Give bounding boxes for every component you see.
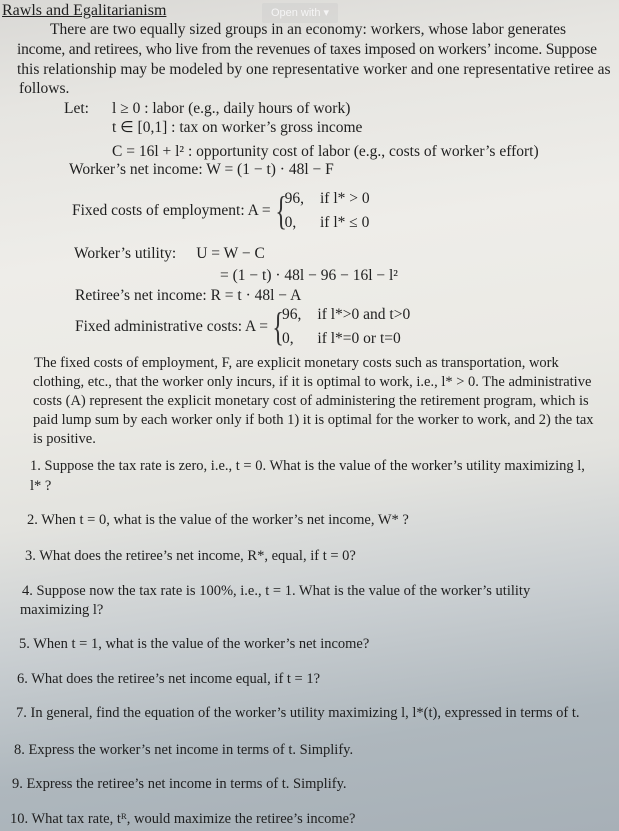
paragraph-line: is positive. bbox=[33, 431, 96, 447]
admin-costs-definition bbox=[75, 306, 410, 348]
utility-row bbox=[74, 245, 265, 263]
question-3: 3. What does the retiree’s net income, R*, equal, if t = 0? bbox=[25, 548, 356, 564]
paragraph-line: costs (A) represent the explicit monetary cost of administering the retirement program, which is bbox=[33, 393, 589, 409]
question-7: 7. In general, find the equation of the worker’s utility maximizing l, l*(t), expressed in terms of t. bbox=[16, 705, 580, 721]
paragraph-line: clothing, etc., that the worker only incurs, if it is optimal to work, i.e., l* > 0. The administrative bbox=[33, 374, 592, 390]
open-with-button[interactable]: Open with ▾ bbox=[262, 3, 338, 23]
case-value: 0, bbox=[284, 214, 297, 231]
retiree-net-income: Retiree’s net income: R = t · 48l − A bbox=[75, 287, 302, 304]
admin-costs-cases bbox=[282, 306, 410, 348]
question-4: 4. Suppose now the tax rate is 100%, i.e., t = 1. What is the value of the worker’s utility bbox=[22, 583, 531, 599]
case-condition: if l*=0 or t=0 bbox=[317, 330, 401, 347]
question-1: 1. Suppose the tax rate is zero, i.e., t = 0. What is the value of the worker’s utility maximizing l, bbox=[30, 458, 585, 474]
question-8: 8. Express the worker’s net income in terms of t. Simplify. bbox=[14, 742, 354, 758]
case-value: 96, bbox=[282, 306, 302, 323]
question-9: 9. Express the retiree’s net income in terms of t. Simplify. bbox=[12, 776, 347, 792]
question-1-cont: l* ? bbox=[30, 478, 52, 494]
question-10: 10. What tax rate, tᴿ, would maximize the retiree’s income? bbox=[10, 811, 356, 827]
question-6: 6. What does the retiree’s net income equal, if t = 1? bbox=[17, 671, 321, 687]
case-value: 96, bbox=[284, 190, 304, 207]
brace-icon: { bbox=[272, 304, 284, 349]
worker-net-income: Worker’s net income: W = (1 − t) · 48l − F bbox=[69, 161, 334, 178]
utility-equation: U = W − C bbox=[196, 245, 265, 262]
fixed-costs-label: Fixed costs of employment: A = bbox=[72, 202, 271, 219]
intro-line: There are two equally sized groups in an economy: workers, whose labor generates bbox=[50, 21, 567, 38]
question-4-cont: maximizing l? bbox=[20, 602, 104, 618]
question-2: 2. When t = 0, what is the value of the worker’s net income, W* ? bbox=[27, 512, 409, 528]
intro-line: income, and retirees, who live from the revenues of taxes imposed on workers’ income. Suppose bbox=[17, 41, 597, 58]
admin-costs-label: Fixed administrative costs: A = bbox=[75, 318, 269, 335]
definition: t ∈ [0,1] : tax on worker’s gross income bbox=[112, 119, 363, 136]
brace-icon: { bbox=[275, 188, 287, 233]
case-condition: if l*>0 and t>0 bbox=[317, 306, 411, 323]
fixed-costs-cases bbox=[285, 190, 370, 232]
definition: C = 16l + l² : opportunity cost of labor (e.g., costs of worker’s effort) bbox=[112, 143, 539, 160]
utility-label: Worker’s utility: bbox=[74, 245, 177, 262]
case-condition: if l* > 0 bbox=[319, 190, 370, 207]
paragraph-line: The fixed costs of employment, F, are explicit monetary costs such as transportation, work bbox=[34, 355, 559, 371]
document-title: Rawls and Egalitarianism bbox=[2, 2, 167, 19]
question-5: 5. When t = 1, what is the value of the worker’s net income? bbox=[19, 636, 370, 652]
case-condition: if l* ≤ 0 bbox=[319, 214, 370, 231]
utility-equation: = (1 − t) · 48l − 96 − 16l − l² bbox=[220, 267, 398, 284]
paragraph-line: paid lump sum by each worker only if both 1) it is optimal for the worker to work, and 2) the tax bbox=[33, 412, 594, 428]
definition: l ≥ 0 : labor (e.g., daily hours of work) bbox=[112, 100, 351, 117]
intro-line: this relationship may be modeled by one representative worker and one representative retiree as bbox=[17, 61, 611, 78]
intro-line: follows. bbox=[19, 80, 70, 97]
case-value: 0, bbox=[282, 330, 294, 347]
fixed-costs-definition bbox=[72, 190, 370, 232]
let-label: Let: bbox=[64, 100, 89, 117]
